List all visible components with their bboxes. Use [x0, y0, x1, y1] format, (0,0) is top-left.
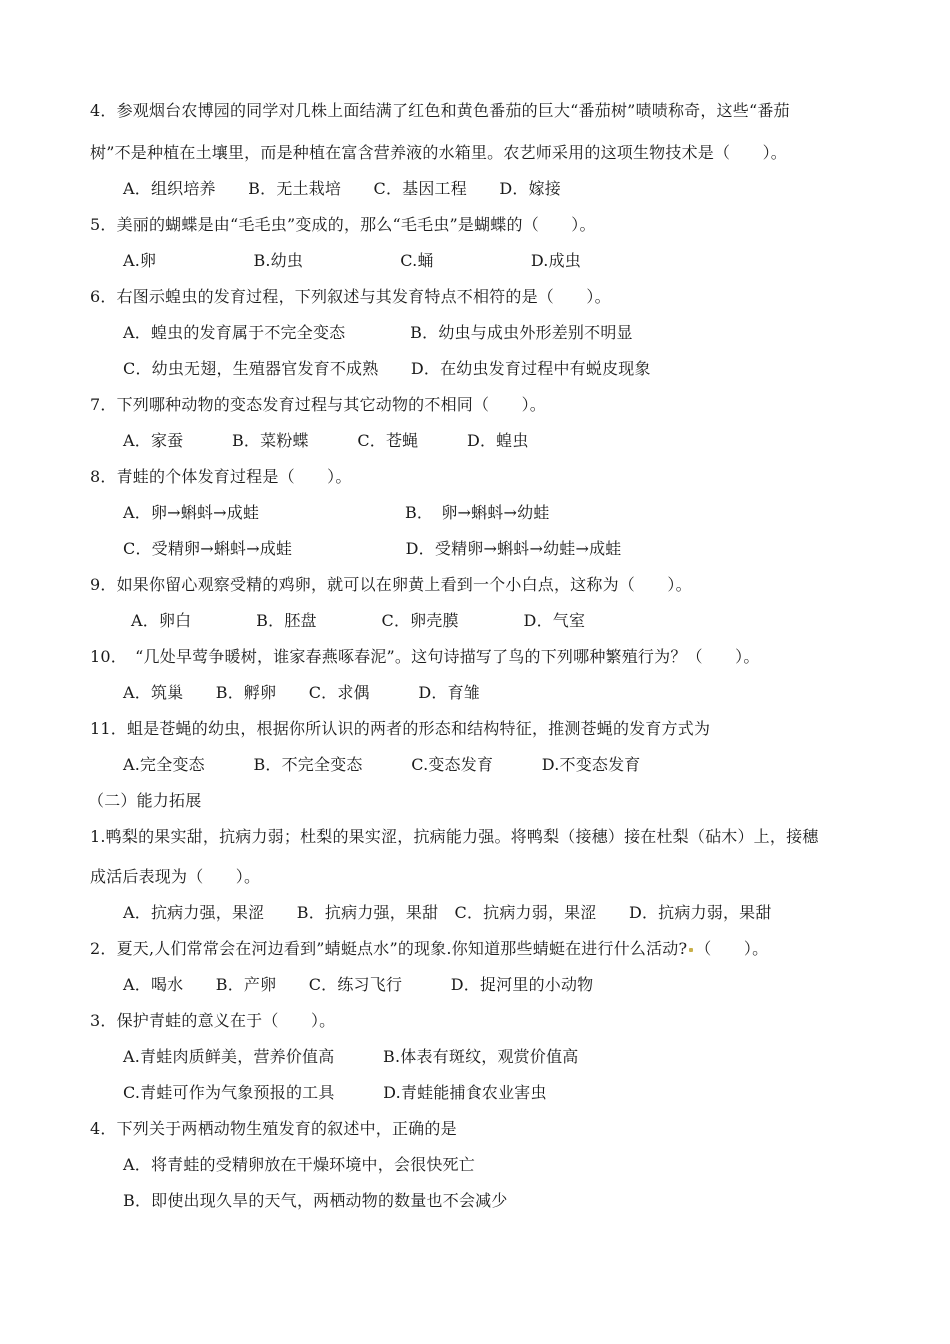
- extension-3: 3．保护青蛙的意义在于（ ）。: [90, 1011, 336, 1030]
- question-10: 10． “几处早莺争暖树，谁家春燕啄春泥”。这句诗描写了鸟的下列哪种繁殖行为？（ ）。: [90, 647, 760, 666]
- question-4-line-2: 树”不是种植在土壤里，而是种植在富含营养液的水箱里。农艺师采用的这项生物技术是（ ）。: [90, 143, 787, 162]
- extension-3-options-cd: C.青蛙可作为气象预报的工具 D.青蛙能捕食农业害虫: [123, 1083, 547, 1102]
- question-8: 8．青蛙的个体发育过程是（ ）。: [90, 467, 352, 486]
- question-8-options-cd: C．受精卵→蝌蚪→成蛙 D．受精卵→蝌蚪→幼蛙→成蛙: [123, 539, 622, 558]
- question-7: 7．下列哪种动物的变态发育过程与其它动物的不相同（ ）。: [90, 395, 546, 414]
- section-heading: （二）能力拓展: [88, 791, 202, 810]
- extension-4: 4．下列关于两栖动物生殖发育的叙述中，正确的是: [90, 1119, 457, 1138]
- extension-2: [90, 939, 768, 959]
- extension-2-text: 2．夏天,人们常常会在河边看到”蜻蜓点水”的现象.你知道那些蜻蜓在进行什么活动?: [90, 939, 688, 958]
- extension-2-options: A．喝水 B．产卵 C．练习飞行 D．捉河里的小动物: [123, 975, 594, 994]
- extension-1-options: A．抗病力强，果涩 B．抗病力强，果甜 C．抗病力弱，果涩 D．抗病力弱，果甜: [123, 903, 772, 922]
- question-9: 9．如果你留心观察受精的鸡卵，就可以在卵黄上看到一个小白点，这称为（ ）。: [90, 575, 692, 594]
- question-8-options-ab: A．卵→蝌蚪→成蛙 B． 卵→蝌蚪→幼蛙: [123, 503, 550, 522]
- question-9-options: A．卵白 B．胚盘 C．卵壳膜 D．气室: [131, 611, 586, 630]
- question-5-options: A.卵 B.幼虫 C.蛹 D.成虫: [123, 251, 581, 270]
- extension-4-option-b: B．即使出现久旱的天气，两栖动物的数量也不会减少: [123, 1191, 508, 1210]
- question-4-line-1: 4．参观烟台农博园的同学对几株上面结满了红色和黄色番茄的巨大“番茄树”啧啧称奇，这些“番茄: [90, 101, 790, 120]
- question-10-options: A．筑巢 B．孵卵 C．求偶 D．育雏: [123, 683, 480, 702]
- question-6-options-ab: A．蝗虫的发育属于不完全变态 B．幼虫与成虫外形差别不明显: [123, 323, 633, 342]
- question-7-options: A．家蚕 B．菜粉蝶 C．苍蝇 D．蝗虫: [123, 431, 529, 450]
- question-11: 11．蛆是苍蝇的幼虫，根据你所认识的两者的形态和结构特征，推测苍蝇的发育方式为: [90, 719, 711, 738]
- question-11-options: A.完全变态 B．不完全变态 C.变态发育 D.不变态发育: [123, 755, 641, 774]
- question-6: 6．右图示蝗虫的发育过程，下列叙述与其发育特点不相符的是（ ）。: [90, 287, 611, 306]
- stray-mark: [689, 948, 693, 952]
- question-5: 5．美丽的蝴蝶是由“毛毛虫”变成的，那么“毛毛虫”是蝴蝶的（ ）。: [90, 215, 596, 234]
- question-4-options: A．组织培养 B．无土栽培 C．基因工程 D．嫁接: [123, 179, 561, 198]
- extension-3-options-ab: A.青蛙肉质鲜美，营养价值高 B.体表有斑纹，观赏价值高: [123, 1047, 579, 1066]
- extension-1-line-1: 1.鸭梨的果实甜，抗病力弱；杜梨的果实涩，抗病能力强。将鸭梨（接穗）接在杜梨（砧木）上，接穗: [90, 827, 819, 846]
- extension-4-option-a: A．将青蛙的受精卵放在干燥环境中，会很快死亡: [123, 1155, 475, 1174]
- extension-2-blank: （ ）。: [695, 939, 769, 958]
- extension-1-line-2: 成活后表现为（ ）。: [90, 867, 261, 886]
- question-6-options-cd: C．幼虫无翅，生殖器官发育不成熟 D．在幼虫发育过程中有蜕皮现象: [123, 359, 651, 378]
